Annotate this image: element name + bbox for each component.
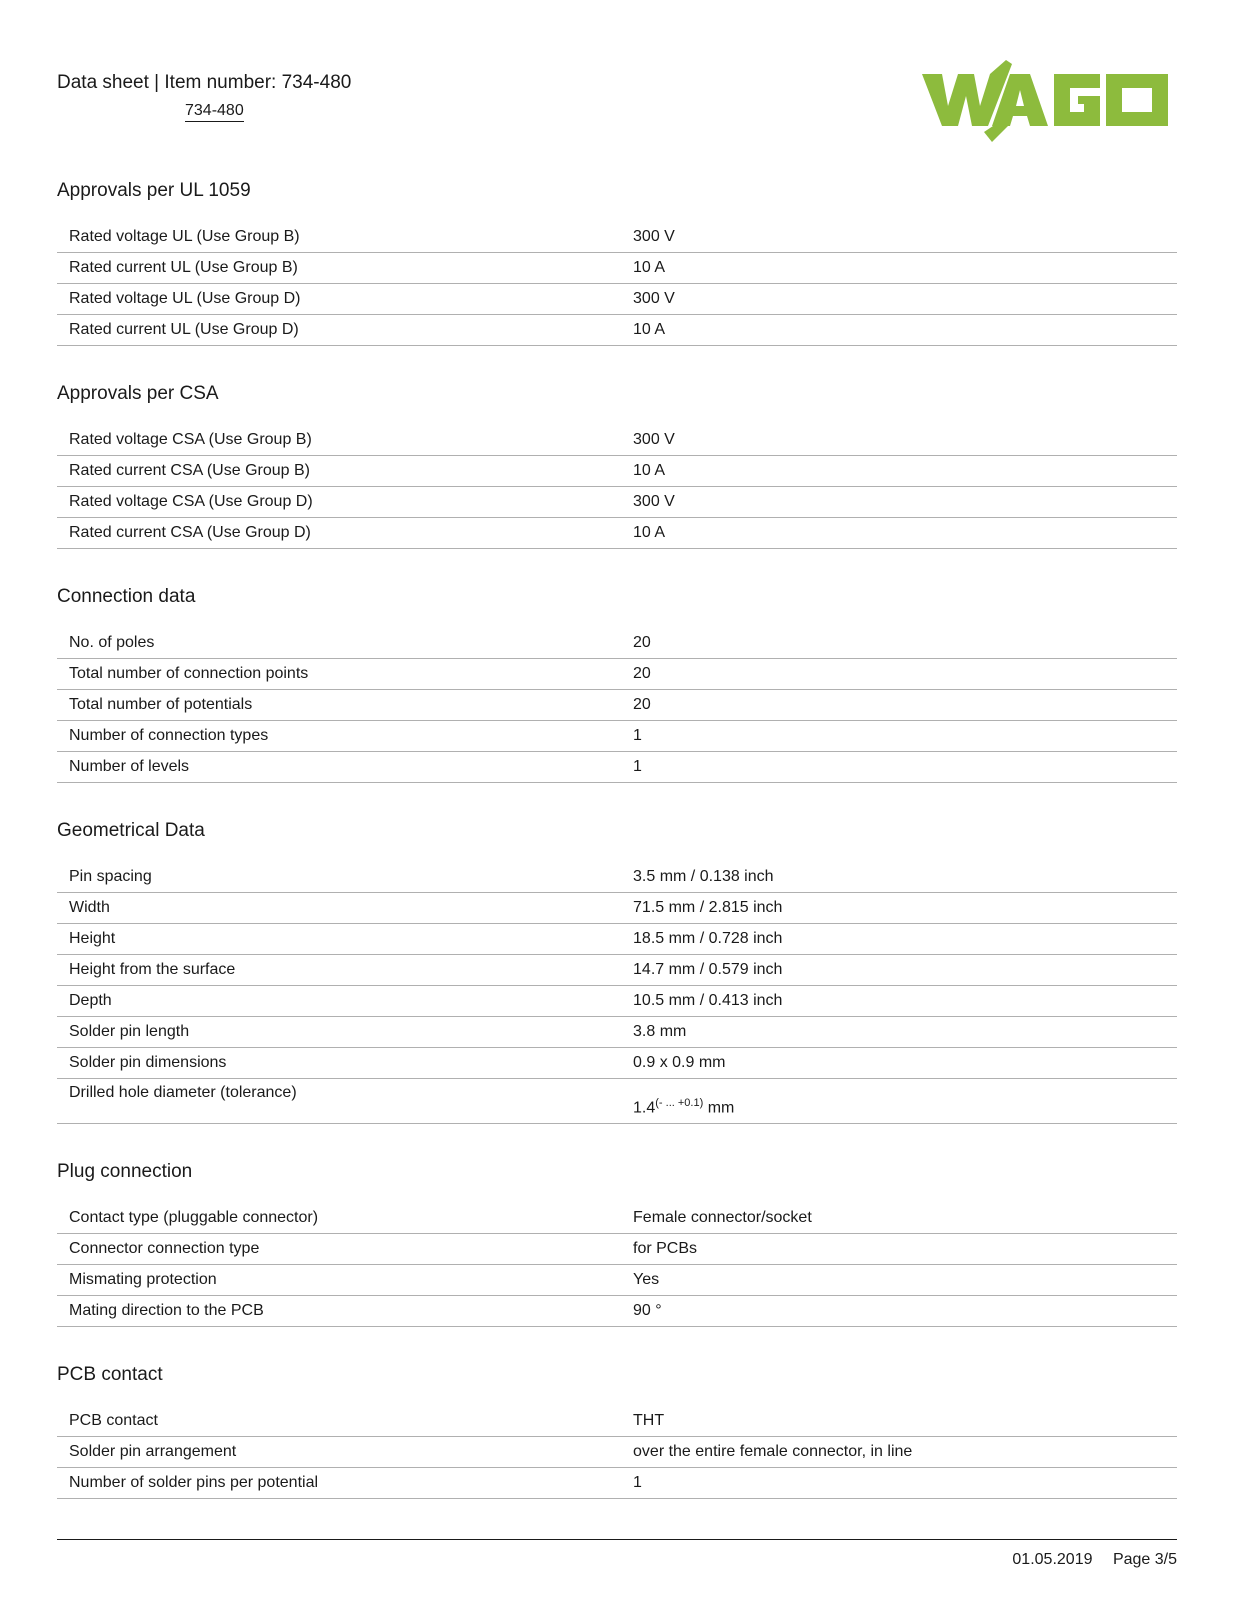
spec-table bbox=[57, 1203, 1177, 1327]
table-row bbox=[57, 425, 1177, 456]
spec-value: 300 V bbox=[621, 487, 1177, 518]
table-row bbox=[57, 518, 1177, 549]
table-row bbox=[57, 1296, 1177, 1327]
table-row bbox=[57, 1406, 1177, 1437]
footer bbox=[1012, 1551, 1177, 1569]
tolerance-range: (- ... +0.1) bbox=[655, 1096, 704, 1109]
section bbox=[57, 1161, 1177, 1364]
spec-value: 10 A bbox=[621, 456, 1177, 487]
spec-label: Rated voltage CSA (Use Group B) bbox=[57, 425, 621, 456]
spec-label: Rated voltage UL (Use Group B) bbox=[57, 222, 621, 253]
spec-value: for PCBs bbox=[621, 1234, 1177, 1265]
wago-logo bbox=[922, 60, 1178, 142]
spec-label: Contact type (pluggable connector) bbox=[57, 1203, 621, 1234]
spec-label: Rated voltage UL (Use Group D) bbox=[57, 284, 621, 315]
spec-label: Drilled hole diameter (tolerance) bbox=[57, 1079, 621, 1124]
spec-value: over the entire female connector, in line bbox=[621, 1437, 1177, 1468]
section bbox=[57, 180, 1177, 383]
spec-value: 0.9 x 0.9 mm bbox=[621, 1048, 1177, 1079]
spec-label: Mating direction to the PCB bbox=[57, 1296, 621, 1327]
spec-label: Rated current CSA (Use Group D) bbox=[57, 518, 621, 549]
spec-table bbox=[57, 222, 1177, 346]
section-title: Approvals per UL 1059 bbox=[57, 180, 251, 201]
spec-label: Number of levels bbox=[57, 752, 621, 783]
spec-label: Rated current CSA (Use Group B) bbox=[57, 456, 621, 487]
spec-value: 300 V bbox=[621, 222, 1177, 253]
spec-label: Width bbox=[57, 893, 621, 924]
spec-value: 1 bbox=[621, 1468, 1177, 1499]
spec-value: 14.7 mm / 0.579 inch bbox=[621, 955, 1177, 986]
table-row bbox=[57, 955, 1177, 986]
section-title: Connection data bbox=[57, 586, 196, 607]
table-row bbox=[57, 1265, 1177, 1296]
spec-label: No. of poles bbox=[57, 628, 621, 659]
spec-value: 300 V bbox=[621, 425, 1177, 456]
table-row bbox=[57, 284, 1177, 315]
spec-value: 18.5 mm / 0.728 inch bbox=[621, 924, 1177, 955]
spec-value: 20 bbox=[621, 659, 1177, 690]
spec-value: 1 bbox=[621, 721, 1177, 752]
spec-value: 3.5 mm / 0.138 inch bbox=[621, 862, 1177, 893]
spec-value: 10 A bbox=[621, 315, 1177, 346]
spec-label: Total number of connection points bbox=[57, 659, 621, 690]
table-row bbox=[57, 721, 1177, 752]
spec-label: Number of solder pins per potential bbox=[57, 1468, 621, 1499]
spec-table bbox=[57, 862, 1177, 1124]
spec-label: Height bbox=[57, 924, 621, 955]
spec-value bbox=[621, 1079, 1177, 1124]
spec-value: 90 ° bbox=[621, 1296, 1177, 1327]
table-row bbox=[57, 1017, 1177, 1048]
spec-label: Rated current UL (Use Group B) bbox=[57, 253, 621, 284]
datasheet-content bbox=[57, 180, 1177, 1499]
spec-value: 10 A bbox=[621, 253, 1177, 284]
table-row bbox=[57, 752, 1177, 783]
spec-value: Female connector/socket bbox=[621, 1203, 1177, 1234]
spec-value: 3.8 mm bbox=[621, 1017, 1177, 1048]
table-row bbox=[57, 456, 1177, 487]
table-row bbox=[57, 862, 1177, 893]
table-row bbox=[57, 1468, 1177, 1499]
table-row bbox=[57, 253, 1177, 284]
table-row bbox=[57, 487, 1177, 518]
spec-table bbox=[57, 425, 1177, 549]
section bbox=[57, 1364, 1177, 1499]
spec-table bbox=[57, 628, 1177, 783]
footer-divider bbox=[57, 1539, 1177, 1540]
spec-label: Total number of potentials bbox=[57, 690, 621, 721]
spec-value: 71.5 mm / 2.815 inch bbox=[621, 893, 1177, 924]
spec-value: 20 bbox=[621, 628, 1177, 659]
table-row bbox=[57, 986, 1177, 1017]
section-title: PCB contact bbox=[57, 1364, 163, 1385]
spec-label: Pin spacing bbox=[57, 862, 621, 893]
section-title: Approvals per CSA bbox=[57, 383, 219, 404]
spec-label: Rated current UL (Use Group D) bbox=[57, 315, 621, 346]
table-row bbox=[57, 222, 1177, 253]
spec-value: 10 A bbox=[621, 518, 1177, 549]
section bbox=[57, 586, 1177, 820]
page-title: Data sheet | Item number: 734-480 bbox=[57, 72, 352, 93]
spec-label: Solder pin length bbox=[57, 1017, 621, 1048]
footer-page: Page 3/5 bbox=[1112, 1551, 1177, 1568]
spec-table bbox=[57, 1406, 1177, 1499]
table-row bbox=[57, 659, 1177, 690]
table-row bbox=[57, 924, 1177, 955]
spec-label: Connector connection type bbox=[57, 1234, 621, 1265]
table-row bbox=[57, 1203, 1177, 1234]
spec-value: THT bbox=[621, 1406, 1177, 1437]
spec-value: 20 bbox=[621, 690, 1177, 721]
spec-label: Solder pin arrangement bbox=[57, 1437, 621, 1468]
spec-label: Number of connection types bbox=[57, 721, 621, 752]
spec-label: Solder pin dimensions bbox=[57, 1048, 621, 1079]
section-title: Plug connection bbox=[57, 1161, 193, 1182]
spec-label: Mismating protection bbox=[57, 1265, 621, 1296]
spec-value: 10.5 mm / 0.413 inch bbox=[621, 986, 1177, 1017]
spec-label: Depth bbox=[57, 986, 621, 1017]
spec-label: PCB contact bbox=[57, 1406, 621, 1437]
spec-value: Yes bbox=[621, 1265, 1177, 1296]
item-number-link[interactable]: 734-480 bbox=[185, 102, 244, 122]
spec-label: Height from the surface bbox=[57, 955, 621, 986]
spec-label: Rated voltage CSA (Use Group D) bbox=[57, 487, 621, 518]
footer-date: 01.05.2019 bbox=[1012, 1551, 1093, 1568]
tolerance-base: 1.4 bbox=[633, 1099, 656, 1116]
table-row bbox=[57, 690, 1177, 721]
table-row bbox=[57, 1079, 1177, 1124]
spec-value: 1 bbox=[621, 752, 1177, 783]
section-title: Geometrical Data bbox=[57, 820, 205, 841]
table-row bbox=[57, 628, 1177, 659]
tolerance-unit: mm bbox=[703, 1099, 735, 1116]
section bbox=[57, 820, 1177, 1161]
spec-value: 300 V bbox=[621, 284, 1177, 315]
section bbox=[57, 383, 1177, 586]
table-row bbox=[57, 1437, 1177, 1468]
table-row bbox=[57, 1234, 1177, 1265]
table-row bbox=[57, 315, 1177, 346]
table-row bbox=[57, 1048, 1177, 1079]
table-row bbox=[57, 893, 1177, 924]
